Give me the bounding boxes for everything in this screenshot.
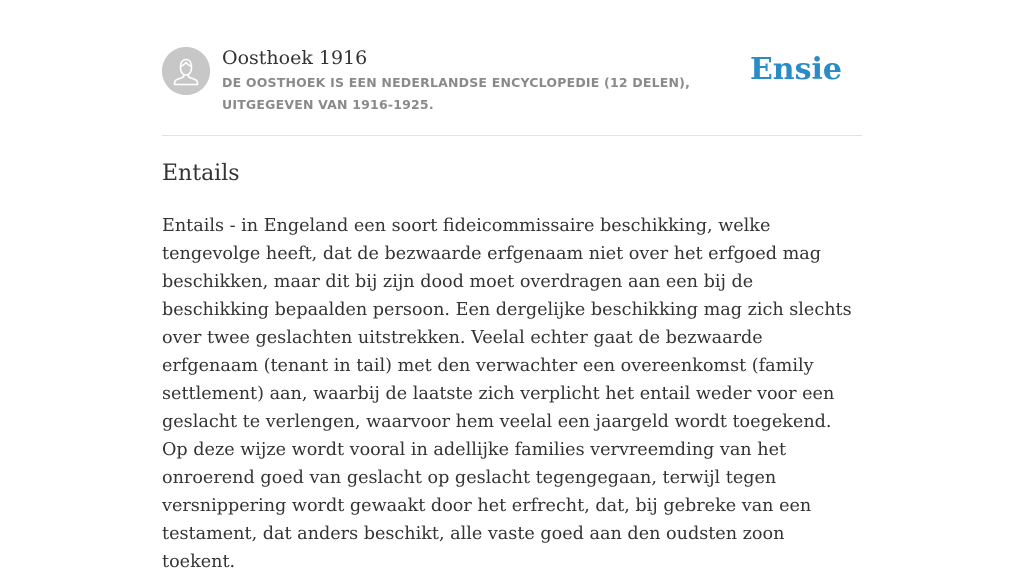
- entry-title: Entails: [162, 161, 240, 186]
- brand-logo[interactable]: Ensie: [749, 52, 842, 87]
- header-divider: [162, 135, 862, 136]
- source-header: [162, 46, 862, 136]
- source-description: DE OOSTHOEK IS EEN NEDERLANDSE ENCYCLOPEDIE (12 DELEN), UITGEGEVEN VAN 1916-1925.: [222, 75, 691, 112]
- user-silhouette-icon[interactable]: [162, 47, 210, 95]
- entry-body: Entails - in Engeland een soort fideicommissaire beschikking, welke tengevolge heeft, dat de bezwaarde erfgenaam niet over het erfgoed mag beschikken, maar dit bij zijn dood moet overdragen aan een bij de beschikking bepaalden persoon. Een dergelijke beschikking mag zich slechts over twee geslachten uitstrekken. Veelal echter gaat de bezwaarde erfgenaam (tenant in tail) met den verwachter een overeenkomst (family settlement) aan, waarbij de laatste zich verplicht het entail weder voor een geslacht te verlengen, waarvoor hem veelal een jaargeld wordt toegekend. Op deze wijze wordt vooral in adellijke families vervreemding van het onroerend goed van geslacht op geslacht tegengegaan, terwijl tegen versnippering wordt gewaakt door het erfrecht, dat, bij gebreke van een testament, dat anders beschikt, alle vaste goed aan den oudsten zoon toekent.: [162, 216, 852, 572]
- source-title[interactable]: Oosthoek 1916: [222, 47, 368, 69]
